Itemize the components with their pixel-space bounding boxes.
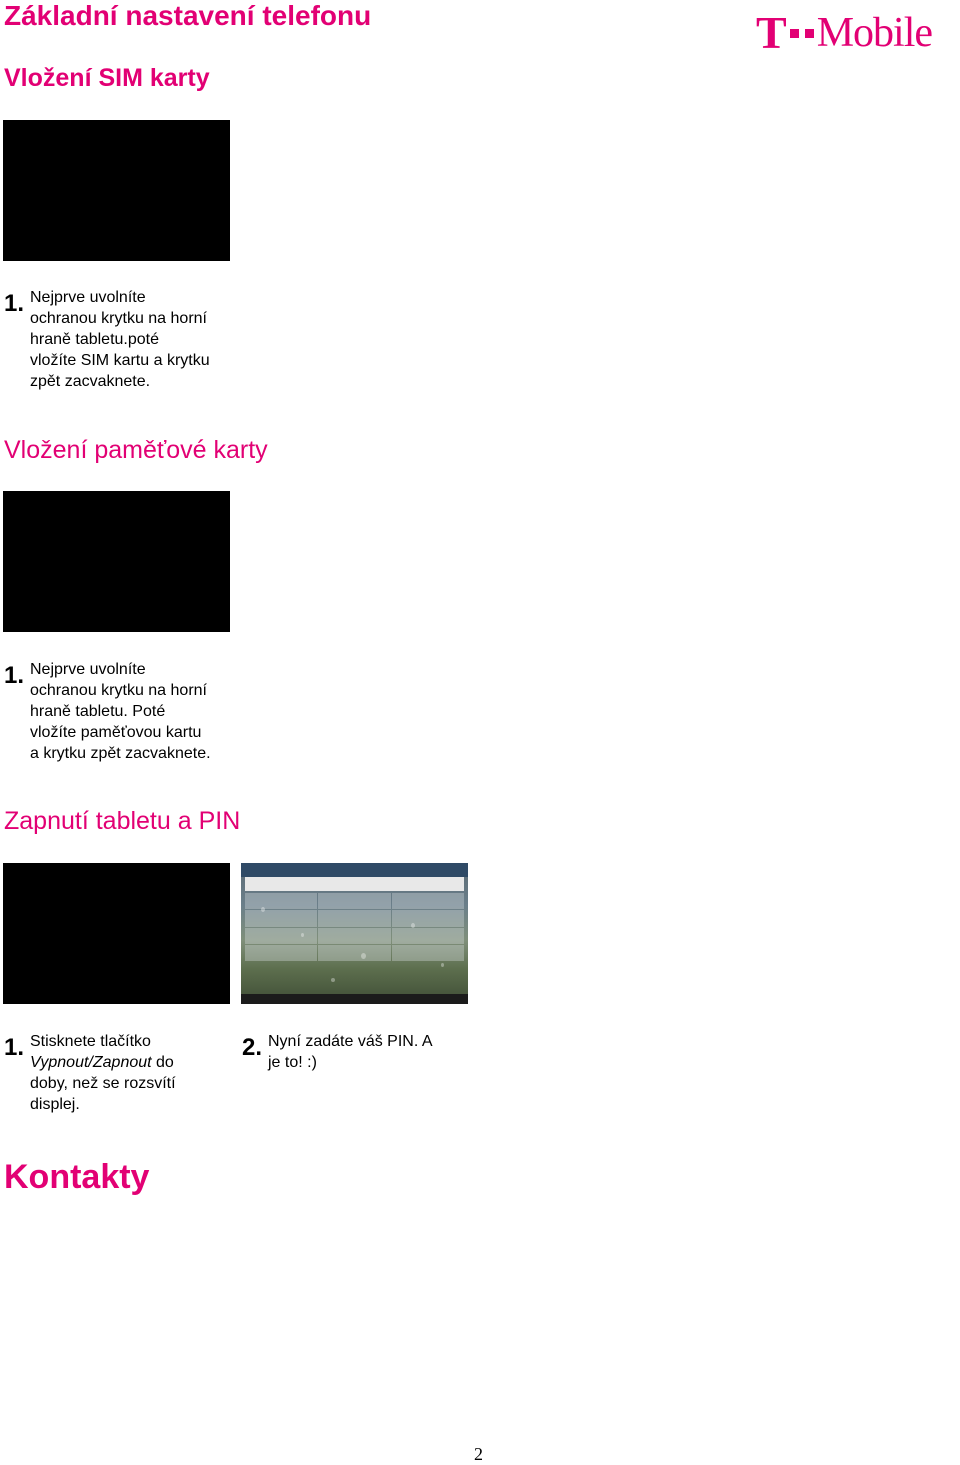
pin-input-field <box>245 877 464 891</box>
raindrop <box>441 963 444 967</box>
pin-screen-image <box>241 863 468 1004</box>
text-line: a krytku zpět zacvaknete. <box>30 745 211 762</box>
raindrop <box>301 933 304 937</box>
text-line: je to! :) <box>268 1054 317 1071</box>
pin-key <box>245 910 317 926</box>
text-line: Nejprve uvolníte <box>30 289 146 306</box>
power-image <box>3 863 230 1004</box>
pin-key <box>318 910 390 926</box>
sim-step-number: 1. <box>4 290 25 317</box>
text-line: Stisknete tlačítko <box>30 1033 151 1050</box>
text-line <box>30 1052 176 1073</box>
text-line: doby, než se rozsvítí <box>30 1075 176 1092</box>
pin-status-bar <box>241 863 468 877</box>
text-line: vložíte SIM kartu a krytku <box>30 352 210 369</box>
pin-keypad <box>245 893 464 961</box>
text-line: ochranou krytku na horní <box>30 310 207 327</box>
logo-word: Mobile <box>816 10 933 56</box>
logo-dot <box>805 29 814 38</box>
pin-key <box>318 945 390 961</box>
power-button-name: Vypnout/Zapnout <box>30 1054 152 1071</box>
text-line: hraně tabletu. Poté <box>30 703 166 720</box>
power-heading: Zapnutí tabletu a PIN <box>4 807 241 835</box>
power-step1-number: 1. <box>4 1034 25 1061</box>
text-line: Nyní zadáte váš PIN. A <box>268 1033 433 1050</box>
sim-heading: Vložení SIM karty <box>4 64 210 92</box>
raindrop <box>411 923 415 928</box>
raindrop <box>261 907 265 912</box>
text-fragment: do <box>151 1054 174 1071</box>
pin-key <box>392 945 464 961</box>
power-step2-text <box>268 1031 433 1073</box>
sim-image <box>3 120 230 261</box>
text-line: vložíte paměťovou kartu <box>30 724 202 741</box>
logo-dot <box>790 29 799 38</box>
memory-heading: Vložení paměťové karty <box>4 436 268 464</box>
text-line: ochranou krytku na horní <box>30 682 207 699</box>
pin-navigation-bar <box>241 994 468 1004</box>
pin-key <box>392 893 464 909</box>
pin-key <box>318 928 390 944</box>
power-step1-text <box>30 1031 176 1115</box>
pin-key <box>245 945 317 961</box>
text-line: hraně tabletu.poté <box>30 331 159 348</box>
pin-key <box>318 893 390 909</box>
memory-step-text <box>30 659 211 764</box>
raindrop <box>361 953 366 959</box>
page-number: 2 <box>474 1444 483 1464</box>
pin-key <box>392 928 464 944</box>
text-line: displej. <box>30 1096 80 1113</box>
contacts-heading: Kontakty <box>4 1158 150 1196</box>
raindrop <box>331 978 335 982</box>
memory-step-number: 1. <box>4 662 25 689</box>
t-mobile-logo <box>756 7 933 58</box>
sim-step-text <box>30 287 210 392</box>
pin-key <box>245 928 317 944</box>
pin-key <box>392 910 464 926</box>
pin-key <box>245 893 317 909</box>
text-line: zpět zacvaknete. <box>30 373 151 390</box>
memory-image <box>3 491 230 632</box>
text-line: Nejprve uvolníte <box>30 661 146 678</box>
power-step2-number: 2. <box>242 1034 263 1061</box>
page-title: Základní nastavení telefonu <box>4 0 372 31</box>
logo-t: T <box>756 7 787 58</box>
